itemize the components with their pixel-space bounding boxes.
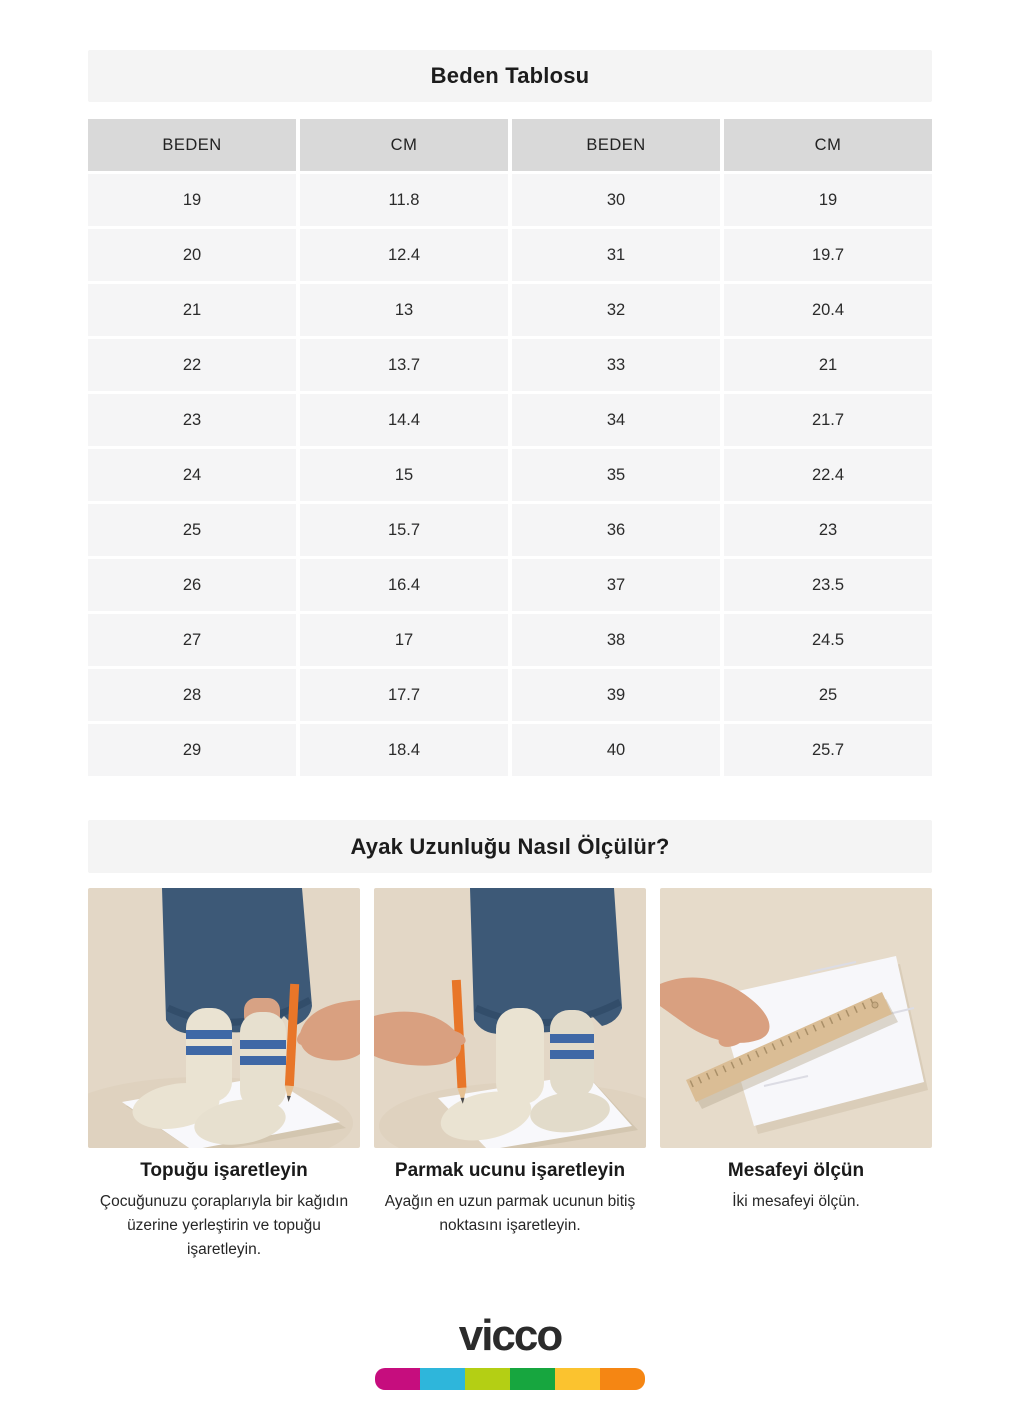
measure-photos	[88, 888, 932, 1148]
brand-footer	[88, 1311, 932, 1390]
step-description: Çocuğunuzu çoraplarıyla bir kağıdın üzerine yerleştirin ve topuğu işaretleyin.	[99, 1193, 349, 1259]
stripe-segment	[465, 1368, 510, 1390]
measure-section-title: Ayak Uzunluğu Nasıl Ölçülür?	[350, 833, 670, 859]
size-table-cell: 17.7	[300, 669, 508, 721]
stripe-segment	[510, 1368, 555, 1390]
size-table-cell: 37	[512, 559, 720, 611]
size-table-title: Beden Tablosu	[430, 63, 590, 88]
stripe-segment	[375, 1368, 420, 1390]
step-mark-heel	[88, 1160, 360, 1262]
size-table-cell: 15.7	[300, 504, 508, 556]
measure-section-title-bar	[88, 820, 932, 873]
size-table-header-cell: CM	[724, 119, 932, 171]
size-table-cell: 19	[724, 174, 932, 226]
size-table-cell: 23	[724, 504, 932, 556]
size-table-cell: 11.8	[300, 174, 508, 226]
size-table-header-cell: BEDEN	[88, 119, 296, 171]
stripe-segment	[600, 1368, 645, 1390]
size-table-cell: 13.7	[300, 339, 508, 391]
size-table-title-bar	[88, 50, 932, 102]
size-table-cell: 22	[88, 339, 296, 391]
photo-measure-ruler	[660, 888, 932, 1148]
size-table-cell: 16.4	[300, 559, 508, 611]
size-table-cell: 36	[512, 504, 720, 556]
measure-captions	[88, 1160, 932, 1262]
size-table-cell: 13	[300, 284, 508, 336]
size-table-cell: 18.4	[300, 724, 508, 776]
size-table-cell: 25.7	[724, 724, 932, 776]
size-table-cell: 21.7	[724, 394, 932, 446]
size-table-cell: 19	[88, 174, 296, 226]
step-measure-distance	[660, 1160, 932, 1262]
size-table-cell: 34	[512, 394, 720, 446]
size-table-cell: 22.4	[724, 449, 932, 501]
size-table-cell: 24.5	[724, 614, 932, 666]
size-table-cell: 32	[512, 284, 720, 336]
size-table-cell: 19.7	[724, 229, 932, 281]
size-table-cell: 24	[88, 449, 296, 501]
size-table-cell: 23	[88, 394, 296, 446]
size-table-cell: 38	[512, 614, 720, 666]
stripe-segment	[555, 1368, 600, 1390]
size-table-cell: 33	[512, 339, 720, 391]
size-table-cell: 35	[512, 449, 720, 501]
size-table-cell: 29	[88, 724, 296, 776]
stripe-segment	[420, 1368, 465, 1390]
size-table-cell: 21	[724, 339, 932, 391]
size-table-cell: 31	[512, 229, 720, 281]
step-description: İki mesafeyi ölçün.	[732, 1193, 860, 1210]
photo-mark-toe	[374, 888, 646, 1148]
step-title: Topuğu işaretleyin	[140, 1160, 308, 1181]
size-table	[88, 119, 932, 776]
size-table-cell: 30	[512, 174, 720, 226]
size-table-cell: 25	[88, 504, 296, 556]
size-table-cell: 28	[88, 669, 296, 721]
size-table-cell: 25	[724, 669, 932, 721]
step-title: Parmak ucunu işaretleyin	[394, 1160, 626, 1181]
size-table-cell: 21	[88, 284, 296, 336]
step-mark-toe	[374, 1160, 646, 1262]
brand-color-stripe	[375, 1368, 645, 1390]
vicco-logo: vicco	[458, 1311, 562, 1361]
size-table-cell: 20.4	[724, 284, 932, 336]
size-table-cell: 15	[300, 449, 508, 501]
size-table-cell: 14.4	[300, 394, 508, 446]
photo-mark-heel	[88, 888, 360, 1148]
size-table-cell: 23.5	[724, 559, 932, 611]
size-table-header-cell: BEDEN	[512, 119, 720, 171]
step-description: Ayağın en uzun parmak ucunun bitiş noktasını işaretleyin.	[384, 1193, 636, 1235]
size-table-cell: 20	[88, 229, 296, 281]
size-table-cell: 12.4	[300, 229, 508, 281]
size-table-cell: 27	[88, 614, 296, 666]
size-table-cell: 17	[300, 614, 508, 666]
size-table-header-cell: CM	[300, 119, 508, 171]
size-table-cell: 39	[512, 669, 720, 721]
size-table-cell: 26	[88, 559, 296, 611]
size-guide-page	[88, 50, 932, 1390]
step-title: Mesafeyi ölçün	[727, 1160, 865, 1181]
size-table-cell: 40	[512, 724, 720, 776]
